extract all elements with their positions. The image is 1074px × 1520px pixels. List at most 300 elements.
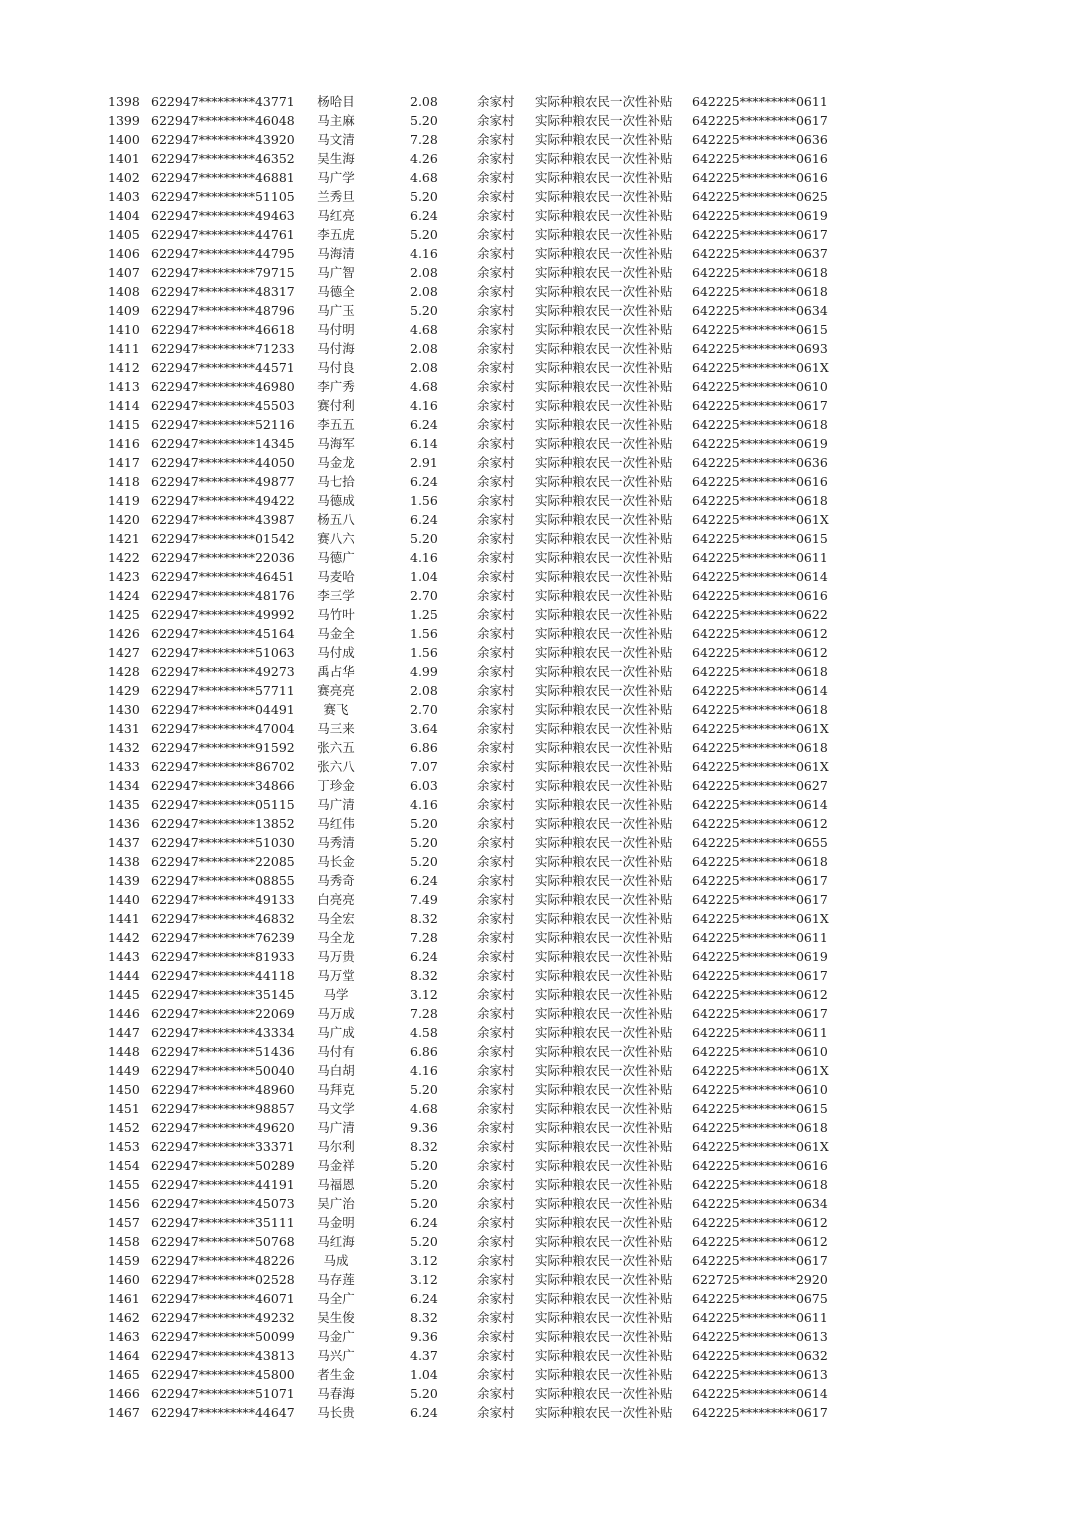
row-number: 1419	[108, 493, 140, 508]
table-row	[0, 206, 1074, 225]
id-number: 642225*********0618	[692, 1177, 828, 1192]
table-row	[0, 434, 1074, 453]
id-number: 642225*********0618	[692, 740, 828, 755]
farmer-name: 马海军	[317, 436, 355, 451]
subsidy-amount: 6.14	[410, 436, 438, 451]
table-row	[0, 966, 1074, 985]
village-name: 余家村	[477, 417, 515, 432]
village-name: 余家村	[477, 341, 515, 356]
table-row	[0, 681, 1074, 700]
village-name: 余家村	[477, 1120, 515, 1135]
village-name: 余家村	[477, 626, 515, 641]
table-row	[0, 1213, 1074, 1232]
row-number: 1433	[108, 759, 140, 774]
village-name: 余家村	[477, 379, 515, 394]
village-name: 余家村	[477, 721, 515, 736]
farmer-name: 赛飞	[323, 702, 349, 717]
subsidy-amount: 4.99	[410, 664, 438, 679]
table-row	[0, 757, 1074, 776]
farmer-name: 马金广	[317, 1329, 355, 1344]
account-number: 622947*********52116	[151, 417, 295, 432]
village-name: 余家村	[477, 1329, 515, 1344]
subsidy-amount: 9.36	[410, 1120, 438, 1135]
account-number: 622947*********14345	[151, 436, 295, 451]
table-row	[0, 1137, 1074, 1156]
row-number: 1456	[108, 1196, 140, 1211]
account-number: 622947*********46048	[151, 113, 295, 128]
subsidy-type: 实际种粮农民一次性补贴	[535, 1253, 673, 1268]
row-number: 1432	[108, 740, 140, 755]
table-row	[0, 1175, 1074, 1194]
village-name: 余家村	[477, 1006, 515, 1021]
account-number: 622947*********43920	[151, 132, 295, 147]
subsidy-type: 实际种粮农民一次性补贴	[535, 1196, 673, 1211]
subsidy-amount: 3.12	[410, 1253, 438, 1268]
table-row	[0, 1365, 1074, 1384]
table-row	[0, 225, 1074, 244]
row-number: 1455	[108, 1177, 140, 1192]
subsidy-type: 实际种粮农民一次性补贴	[535, 588, 673, 603]
subsidy-type: 实际种粮农民一次性补贴	[535, 1158, 673, 1173]
account-number: 622947*********46352	[151, 151, 295, 166]
village-name: 余家村	[477, 873, 515, 888]
id-number: 642225*********0618	[692, 417, 828, 432]
table-row	[0, 548, 1074, 567]
account-number: 622947*********49273	[151, 664, 295, 679]
subsidy-amount: 5.20	[410, 227, 438, 242]
id-number: 642225*********0619	[692, 208, 828, 223]
table-row	[0, 415, 1074, 434]
subsidy-amount: 2.70	[410, 702, 438, 717]
farmer-name: 马全龙	[317, 930, 355, 945]
row-number: 1448	[108, 1044, 140, 1059]
subsidy-type: 实际种粮农民一次性补贴	[535, 968, 673, 983]
village-name: 余家村	[477, 911, 515, 926]
id-number: 642225*********0636	[692, 455, 828, 470]
subsidy-type: 实际种粮农民一次性补贴	[535, 1348, 673, 1363]
village-name: 余家村	[477, 436, 515, 451]
village-name: 余家村	[477, 398, 515, 413]
row-number: 1406	[108, 246, 140, 261]
account-number: 622947*********51105	[151, 189, 295, 204]
farmer-name: 马三来	[317, 721, 355, 736]
village-name: 余家村	[477, 151, 515, 166]
account-number: 622947*********22085	[151, 854, 295, 869]
subsidy-amount: 7.28	[410, 1006, 438, 1021]
subsidy-amount: 7.28	[410, 930, 438, 945]
table-row	[0, 624, 1074, 643]
row-number: 1444	[108, 968, 140, 983]
subsidy-amount: 5.20	[410, 835, 438, 850]
subsidy-amount: 6.86	[410, 740, 438, 755]
account-number: 622947*********51030	[151, 835, 295, 850]
account-number: 622947*********49463	[151, 208, 295, 223]
subsidy-amount: 1.56	[410, 645, 438, 660]
subsidy-amount: 5.20	[410, 1082, 438, 1097]
row-number: 1421	[108, 531, 140, 546]
id-number: 642225*********0675	[692, 1291, 828, 1306]
subsidy-type: 实际种粮农民一次性补贴	[535, 550, 673, 565]
subsidy-amount: 5.20	[410, 1234, 438, 1249]
account-number: 622947*********48176	[151, 588, 295, 603]
subsidy-amount: 2.08	[410, 360, 438, 375]
account-number: 622947*********35111	[151, 1215, 295, 1230]
subsidy-amount: 9.36	[410, 1329, 438, 1344]
farmer-name: 马广智	[317, 265, 355, 280]
village-name: 余家村	[477, 759, 515, 774]
account-number: 622947*********79715	[151, 265, 295, 280]
account-number: 622947*********22036	[151, 550, 295, 565]
row-number: 1423	[108, 569, 140, 584]
subsidy-type: 实际种粮农民一次性补贴	[535, 607, 673, 622]
farmer-name: 马长贵	[317, 1405, 355, 1420]
subsidy-amount: 6.24	[410, 873, 438, 888]
village-name: 余家村	[477, 246, 515, 261]
account-number: 622947*********49877	[151, 474, 295, 489]
table-row	[0, 909, 1074, 928]
subsidy-type: 实际种粮农民一次性补贴	[535, 265, 673, 280]
subsidy-type: 实际种粮农民一次性补贴	[535, 94, 673, 109]
subsidy-amount: 6.24	[410, 208, 438, 223]
subsidy-type: 实际种粮农民一次性补贴	[535, 132, 673, 147]
farmer-name: 者生金	[317, 1367, 355, 1382]
subsidy-type: 实际种粮农民一次性补贴	[535, 113, 673, 128]
village-name: 余家村	[477, 816, 515, 831]
farmer-name: 马红亮	[317, 208, 355, 223]
village-name: 余家村	[477, 512, 515, 527]
village-name: 余家村	[477, 1139, 515, 1154]
farmer-name: 马广清	[317, 797, 355, 812]
row-number: 1413	[108, 379, 140, 394]
id-number: 642225*********0618	[692, 664, 828, 679]
village-name: 余家村	[477, 1405, 515, 1420]
farmer-name: 马金龙	[317, 455, 355, 470]
row-number: 1409	[108, 303, 140, 318]
id-number: 642225*********0617	[692, 873, 828, 888]
account-number: 622947*********44118	[151, 968, 295, 983]
subsidy-amount: 4.26	[410, 151, 438, 166]
village-name: 余家村	[477, 94, 515, 109]
farmer-name: 马兴广	[317, 1348, 355, 1363]
row-number: 1403	[108, 189, 140, 204]
row-number: 1426	[108, 626, 140, 641]
farmer-name: 马竹叶	[317, 607, 355, 622]
account-number: 622947*********43813	[151, 1348, 295, 1363]
account-number: 622947*********34866	[151, 778, 295, 793]
subsidy-type: 实际种粮农民一次性补贴	[535, 778, 673, 793]
village-name: 余家村	[477, 265, 515, 280]
farmer-name: 赛付利	[317, 398, 355, 413]
id-number: 642225*********061X	[692, 360, 829, 375]
farmer-name: 马白胡	[317, 1063, 355, 1078]
village-name: 余家村	[477, 1272, 515, 1287]
account-number: 622947*********43771	[151, 94, 295, 109]
account-number: 622947*********50040	[151, 1063, 295, 1078]
account-number: 622947*********49992	[151, 607, 295, 622]
farmer-name: 张六八	[317, 759, 355, 774]
subsidy-amount: 4.68	[410, 322, 438, 337]
subsidy-type: 实际种粮农民一次性补贴	[535, 626, 673, 641]
subsidy-amount: 5.20	[410, 816, 438, 831]
row-number: 1458	[108, 1234, 140, 1249]
row-number: 1400	[108, 132, 140, 147]
row-number: 1441	[108, 911, 140, 926]
table-row	[0, 871, 1074, 890]
table-row	[0, 301, 1074, 320]
farmer-name: 马文学	[317, 1101, 355, 1116]
id-number: 642225*********0637	[692, 246, 828, 261]
row-number: 1451	[108, 1101, 140, 1116]
row-number: 1447	[108, 1025, 140, 1040]
village-name: 余家村	[477, 949, 515, 964]
account-number: 622947*********43334	[151, 1025, 295, 1040]
table-row	[0, 1042, 1074, 1061]
farmer-name: 马海清	[317, 246, 355, 261]
subsidy-amount: 6.24	[410, 949, 438, 964]
farmer-name: 马学	[323, 987, 349, 1002]
row-number: 1462	[108, 1310, 140, 1325]
row-number: 1461	[108, 1291, 140, 1306]
farmer-name: 马红海	[317, 1234, 355, 1249]
account-number: 622947*********51436	[151, 1044, 295, 1059]
id-number: 642225*********0617	[692, 398, 828, 413]
row-number: 1422	[108, 550, 140, 565]
subsidy-type: 实际种粮农民一次性补贴	[535, 892, 673, 907]
id-number: 642225*********0632	[692, 1348, 828, 1363]
village-name: 余家村	[477, 1348, 515, 1363]
id-number: 642225*********0614	[692, 1386, 828, 1401]
account-number: 622947*********71233	[151, 341, 295, 356]
subsidy-type: 实际种粮农民一次性补贴	[535, 930, 673, 945]
subsidy-type: 实际种粮农民一次性补贴	[535, 455, 673, 470]
subsidy-amount: 5.20	[410, 531, 438, 546]
id-number: 642225*********0634	[692, 1196, 828, 1211]
farmer-name: 马万贵	[317, 949, 355, 964]
farmer-name: 马金祥	[317, 1158, 355, 1173]
table-row	[0, 320, 1074, 339]
farmer-name: 马德全	[317, 284, 355, 299]
row-number: 1428	[108, 664, 140, 679]
subsidy-amount: 5.20	[410, 1196, 438, 1211]
subsidy-amount: 1.04	[410, 569, 438, 584]
account-number: 622947*********57711	[151, 683, 295, 698]
farmer-name: 丁珍金	[317, 778, 355, 793]
subsidy-type: 实际种粮农民一次性补贴	[535, 911, 673, 926]
farmer-name: 马广清	[317, 1120, 355, 1135]
subsidy-type: 实际种粮农民一次性补贴	[535, 645, 673, 660]
village-name: 余家村	[477, 474, 515, 489]
farmer-name: 马七拾	[317, 474, 355, 489]
row-number: 1457	[108, 1215, 140, 1230]
subsidy-type: 实际种粮农民一次性补贴	[535, 1082, 673, 1097]
account-number: 622947*********45800	[151, 1367, 295, 1382]
subsidy-type: 实际种粮农民一次性补贴	[535, 1063, 673, 1078]
village-name: 余家村	[477, 854, 515, 869]
account-number: 622947*********51063	[151, 645, 295, 660]
account-number: 622947*********45503	[151, 398, 295, 413]
account-number: 622947*********46618	[151, 322, 295, 337]
table-row	[0, 1004, 1074, 1023]
farmer-name: 马德广	[317, 550, 355, 565]
subsidy-type: 实际种粮农民一次性补贴	[535, 835, 673, 850]
subsidy-amount: 5.20	[410, 1386, 438, 1401]
id-number: 642225*********0655	[692, 835, 828, 850]
table-row	[0, 586, 1074, 605]
village-name: 余家村	[477, 930, 515, 945]
account-number: 622947*********48317	[151, 284, 295, 299]
id-number: 642225*********0615	[692, 531, 828, 546]
farmer-name: 赛亮亮	[317, 683, 355, 698]
farmer-name: 马春海	[317, 1386, 355, 1401]
farmer-name: 马广玉	[317, 303, 355, 318]
subsidy-amount: 8.32	[410, 968, 438, 983]
farmer-name: 马金明	[317, 1215, 355, 1230]
village-name: 余家村	[477, 588, 515, 603]
subsidy-type: 实际种粮农民一次性补贴	[535, 1291, 673, 1306]
account-number: 622947*********44191	[151, 1177, 295, 1192]
table-row	[0, 1289, 1074, 1308]
id-number: 642225*********0622	[692, 607, 828, 622]
table-row	[0, 149, 1074, 168]
account-number: 622947*********46071	[151, 1291, 295, 1306]
subsidy-type: 实际种粮农民一次性补贴	[535, 189, 673, 204]
farmer-name: 张六五	[317, 740, 355, 755]
subsidy-type: 实际种粮农民一次性补贴	[535, 1006, 673, 1021]
village-name: 余家村	[477, 227, 515, 242]
account-number: 622947*********48960	[151, 1082, 295, 1097]
table-row	[0, 1194, 1074, 1213]
id-number: 642225*********0616	[692, 1158, 828, 1173]
subsidy-type: 实际种粮农民一次性补贴	[535, 1310, 673, 1325]
id-number: 642225*********0612	[692, 1215, 828, 1230]
id-number: 642225*********0611	[692, 94, 828, 109]
row-number: 1460	[108, 1272, 140, 1287]
row-number: 1431	[108, 721, 140, 736]
id-number: 642225*********0614	[692, 797, 828, 812]
row-number: 1467	[108, 1405, 140, 1420]
farmer-name: 马付海	[317, 341, 355, 356]
table-row	[0, 928, 1074, 947]
row-number: 1417	[108, 455, 140, 470]
village-name: 余家村	[477, 170, 515, 185]
village-name: 余家村	[477, 778, 515, 793]
account-number: 622947*********50289	[151, 1158, 295, 1173]
row-number: 1425	[108, 607, 140, 622]
row-number: 1427	[108, 645, 140, 660]
table-row	[0, 738, 1074, 757]
id-number: 642225*********0618	[692, 702, 828, 717]
row-number: 1466	[108, 1386, 140, 1401]
row-number: 1464	[108, 1348, 140, 1363]
table-row	[0, 1251, 1074, 1270]
id-number: 642225*********061X	[692, 1063, 829, 1078]
village-name: 余家村	[477, 360, 515, 375]
subsidy-amount: 4.16	[410, 550, 438, 565]
subsidy-amount: 3.12	[410, 987, 438, 1002]
id-number: 642225*********0616	[692, 151, 828, 166]
table-row	[0, 339, 1074, 358]
id-number: 642225*********0610	[692, 379, 828, 394]
table-row	[0, 814, 1074, 833]
id-number: 642225*********0618	[692, 493, 828, 508]
id-number: 642225*********0617	[692, 113, 828, 128]
subsidy-amount: 7.07	[410, 759, 438, 774]
id-number: 642225*********0617	[692, 1006, 828, 1021]
row-number: 1445	[108, 987, 140, 1002]
farmer-name: 赛八六	[317, 531, 355, 546]
village-name: 余家村	[477, 740, 515, 755]
id-number: 642225*********0617	[692, 968, 828, 983]
row-number: 1399	[108, 113, 140, 128]
village-name: 余家村	[477, 550, 515, 565]
subsidy-amount: 1.56	[410, 493, 438, 508]
farmer-name: 马全宏	[317, 911, 355, 926]
account-number: 622947*********49620	[151, 1120, 295, 1135]
subsidy-type: 实际种粮农民一次性补贴	[535, 1101, 673, 1116]
subsidy-amount: 5.20	[410, 113, 438, 128]
table-row	[0, 358, 1074, 377]
village-name: 余家村	[477, 1253, 515, 1268]
account-number: 622947*********49422	[151, 493, 295, 508]
subsidy-type: 实际种粮农民一次性补贴	[535, 341, 673, 356]
account-number: 622947*********22069	[151, 1006, 295, 1021]
subsidy-amount: 8.32	[410, 1139, 438, 1154]
village-name: 余家村	[477, 189, 515, 204]
table-row	[0, 472, 1074, 491]
row-number: 1401	[108, 151, 140, 166]
subsidy-amount: 5.20	[410, 189, 438, 204]
subsidy-type: 实际种粮农民一次性补贴	[535, 873, 673, 888]
subsidy-amount: 2.08	[410, 284, 438, 299]
id-number: 642225*********0610	[692, 1044, 828, 1059]
farmer-name: 马秀清	[317, 835, 355, 850]
subsidy-type: 实际种粮农民一次性补贴	[535, 227, 673, 242]
subsidy-type: 实际种粮农民一次性补贴	[535, 949, 673, 964]
subsidy-type: 实际种粮农民一次性补贴	[535, 417, 673, 432]
id-number: 642225*********061X	[692, 1139, 829, 1154]
subsidy-amount: 6.24	[410, 512, 438, 527]
row-number: 1402	[108, 170, 140, 185]
row-number: 1459	[108, 1253, 140, 1268]
subsidy-amount: 2.08	[410, 265, 438, 280]
subsidy-type: 实际种粮农民一次性补贴	[535, 531, 673, 546]
village-name: 余家村	[477, 1025, 515, 1040]
subsidy-amount: 6.03	[410, 778, 438, 793]
account-number: 622947*********08855	[151, 873, 295, 888]
village-name: 余家村	[477, 702, 515, 717]
village-name: 余家村	[477, 1234, 515, 1249]
subsidy-type: 实际种粮农民一次性补贴	[535, 1215, 673, 1230]
subsidy-type: 实际种粮农民一次性补贴	[535, 569, 673, 584]
account-number: 622947*********46832	[151, 911, 295, 926]
farmer-name: 吴广治	[317, 1196, 355, 1211]
row-number: 1412	[108, 360, 140, 375]
table-row	[0, 662, 1074, 681]
account-number: 622947*********86702	[151, 759, 295, 774]
subsidy-amount: 5.20	[410, 854, 438, 869]
village-name: 余家村	[477, 569, 515, 584]
subsidy-type: 实际种粮农民一次性补贴	[535, 322, 673, 337]
account-number: 622947*********35145	[151, 987, 295, 1002]
account-number: 622947*********04491	[151, 702, 295, 717]
subsidy-type: 实际种粮农民一次性补贴	[535, 512, 673, 527]
farmer-name: 马成	[323, 1253, 349, 1268]
account-number: 622947*********47004	[151, 721, 295, 736]
subsidy-type: 实际种粮农民一次性补贴	[535, 246, 673, 261]
subsidy-amount: 4.16	[410, 398, 438, 413]
subsidy-type: 实际种粮农民一次性补贴	[535, 151, 673, 166]
subsidy-amount: 7.28	[410, 132, 438, 147]
